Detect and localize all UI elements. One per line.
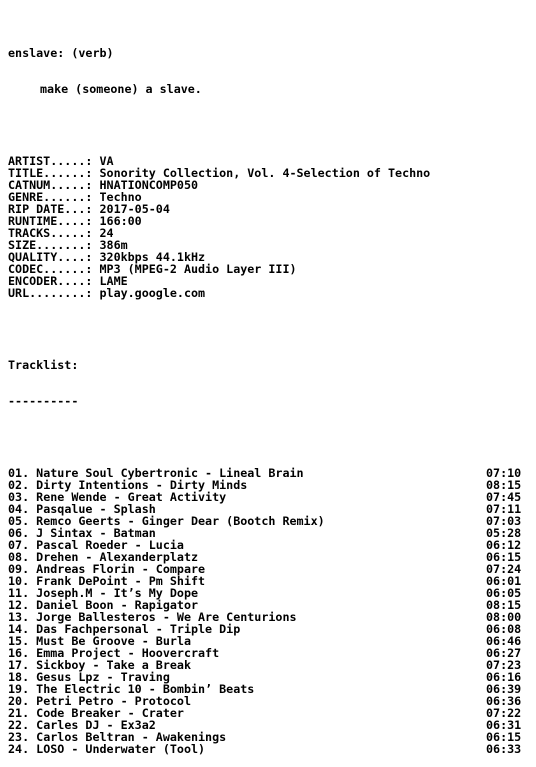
info-field-value: MP3 (MPEG-2 Audio Layer III) <box>99 262 297 276</box>
track-number: 15. <box>8 634 30 648</box>
spacer <box>8 119 528 131</box>
track-title: Daniel Boon - Rapigator <box>36 598 199 612</box>
track-number: 18. <box>8 670 30 684</box>
track-duration: 06:36 <box>486 694 522 708</box>
definition-term: enslave: (verb) <box>8 46 114 60</box>
track-title: Carlos Beltran - Awakenings <box>36 730 227 744</box>
track-number: 04. <box>8 502 30 516</box>
track-duration: 05:28 <box>486 526 522 540</box>
info-field-key: ENCODER....: <box>8 274 93 288</box>
track-duration: 06:05 <box>486 586 522 600</box>
track-duration: 08:15 <box>486 478 522 492</box>
track-duration: 06:46 <box>486 634 522 648</box>
info-field-value: Techno <box>99 190 142 204</box>
info-field-value: 320kbps 44.1kHz <box>99 250 206 264</box>
track-title: Emma Project - Hoovercraft <box>36 646 220 660</box>
track-title: The Electric 10 - Bombin’ Beats <box>36 682 255 696</box>
track-duration: 06:01 <box>486 574 522 588</box>
info-field-value: LAME <box>99 274 128 288</box>
info-field-key: CODEC......: <box>8 262 93 276</box>
tracklist-heading: Tracklist: <box>8 358 79 372</box>
track-title: Code Breaker - Crater <box>36 706 184 720</box>
info-field-value: 2017-05-04 <box>99 202 170 216</box>
definition-meaning: make (someone) a slave. <box>40 82 202 96</box>
track-duration: 07:03 <box>486 514 522 528</box>
info-field-key: RIP DATE...: <box>8 202 93 216</box>
track-title: Carles DJ - Ex3a2 <box>36 718 156 732</box>
track-duration: 07:45 <box>486 490 522 504</box>
track-duration: 06:39 <box>486 682 522 696</box>
track-number: 24. <box>8 742 30 756</box>
info-field-key: URL........: <box>8 286 93 300</box>
track-title: Joseph.M - It’s My Dope <box>36 586 199 600</box>
info-field-value: play.google.com <box>99 286 206 300</box>
track-duration: 07:11 <box>486 502 522 516</box>
track-number: 20. <box>8 694 30 708</box>
track-number: 07. <box>8 538 30 552</box>
track-title: Remco Geerts - Ginger Dear (Bootch Remix) <box>36 514 325 528</box>
track-title: Pasqalue - Splash <box>36 502 156 516</box>
track-number: 19. <box>8 682 30 696</box>
track-duration: 07:22 <box>486 706 522 720</box>
info-field-value: 24 <box>99 226 114 240</box>
track-title: Jorge Ballesteros - We Are Centurions <box>36 610 297 624</box>
track-duration: 06:15 <box>486 550 522 564</box>
track-title: Das Fachpersonal - Triple Dip <box>36 622 241 636</box>
track-title: Must Be Groove - Burla <box>36 634 191 648</box>
track-duration: 07:10 <box>486 466 522 480</box>
track-duration: 06:27 <box>486 646 522 660</box>
track-number: 03. <box>8 490 30 504</box>
track-number: 16. <box>8 646 30 660</box>
track-title: Sickboy - Take a Break <box>36 658 191 672</box>
track-number: 05. <box>8 514 30 528</box>
info-field-key: GENRE......: <box>8 190 93 204</box>
info-field-key: RUNTIME....: <box>8 214 93 228</box>
info-field-value: 166:00 <box>99 214 142 228</box>
track-row <box>8 743 528 755</box>
track-title: Drehen - Alexanderplatz <box>36 550 199 564</box>
info-field-key: ARTIST.....: <box>8 154 93 168</box>
track-title: Rene Wende - Great Activity <box>36 490 227 504</box>
track-duration: 08:15 <box>486 598 522 612</box>
track-number: 09. <box>8 562 30 576</box>
track-title: Andreas Florin - Compare <box>36 562 206 576</box>
info-field <box>8 287 528 299</box>
spacer <box>8 323 528 335</box>
track-number: 01. <box>8 466 30 480</box>
info-field-key: CATNUM.....: <box>8 178 93 192</box>
info-field-key: SIZE.......: <box>8 238 93 252</box>
track-number: 22. <box>8 718 30 732</box>
track-duration: 07:24 <box>486 562 522 576</box>
track-duration: 06:33 <box>486 742 522 756</box>
track-duration: 06:12 <box>486 538 522 552</box>
info-field-value: 386m <box>99 238 128 252</box>
track-number: 12. <box>8 598 30 612</box>
track-title: J Sintax - Batman <box>36 526 156 540</box>
tracklist <box>8 467 528 755</box>
nfo-document <box>8 23 528 767</box>
info-field-value: HNATIONCOMP050 <box>99 178 199 192</box>
track-duration: 06:08 <box>486 622 522 636</box>
spacer <box>8 431 528 443</box>
tracklist-underline: ---------- <box>8 394 79 408</box>
track-number: 17. <box>8 658 30 672</box>
track-number: 21. <box>8 706 30 720</box>
track-duration: 06:16 <box>486 670 522 684</box>
track-number: 13. <box>8 610 30 624</box>
info-field-key: QUALITY....: <box>8 250 93 264</box>
info-field-key: TITLE......: <box>8 166 93 180</box>
track-title: Frank DePoint - Pm Shift <box>36 574 206 588</box>
track-duration: 06:31 <box>486 718 522 732</box>
track-number: 02. <box>8 478 30 492</box>
track-title: Pascal Roeder - Lucia <box>36 538 184 552</box>
track-title: LOSO - Underwater (Tool) <box>36 742 206 756</box>
track-number: 23. <box>8 730 30 744</box>
info-field-key: TRACKS.....: <box>8 226 93 240</box>
track-title: Dirty Intentions - Dirty Minds <box>36 478 248 492</box>
track-number: 06. <box>8 526 30 540</box>
track-title: Gesus Lpz - Traving <box>36 670 170 684</box>
info-field-value: VA <box>99 154 114 168</box>
track-duration: 06:15 <box>486 730 522 744</box>
track-number: 10. <box>8 574 30 588</box>
release-info <box>8 155 528 299</box>
track-number: 08. <box>8 550 30 564</box>
info-field-value: Sonority Collection, Vol. 4-Selection of Techno <box>99 166 431 180</box>
track-title: Nature Soul Cybertronic - Lineal Brain <box>36 466 304 480</box>
track-duration: 07:23 <box>486 658 522 672</box>
track-duration: 08:00 <box>486 610 522 624</box>
track-number: 14. <box>8 622 30 636</box>
track-title: Petri Petro - Protocol <box>36 694 191 708</box>
track-number: 11. <box>8 586 30 600</box>
